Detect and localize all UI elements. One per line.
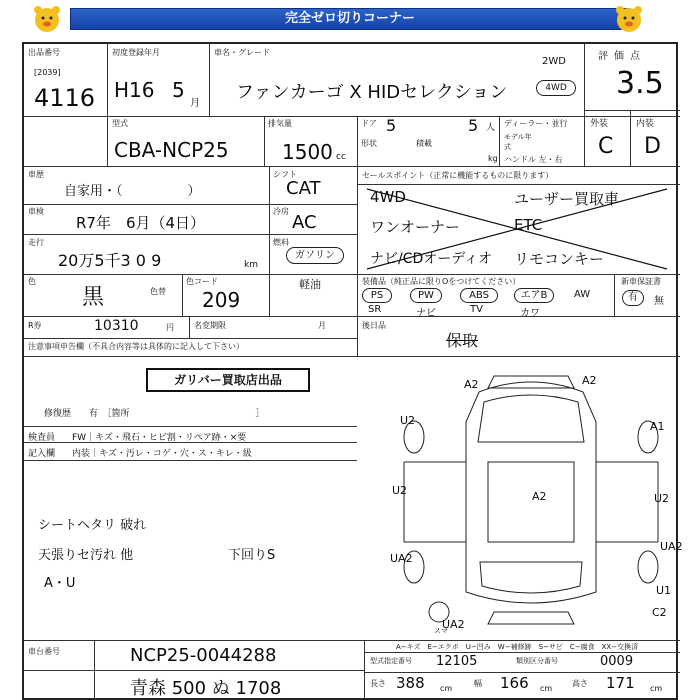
length: 388 <box>396 674 425 692</box>
fuel-label: 燃料 <box>273 238 289 247</box>
shift: CAT <box>286 178 321 199</box>
mark-ua2-left: UA2 <box>390 552 413 565</box>
reg-month-unit: 月 <box>190 98 200 109</box>
drive-4wd-circled: 4WD <box>536 80 576 96</box>
sales-point-5: ナビ/CDオーディオ <box>370 251 493 267</box>
reg-month: 5 <box>172 78 185 102</box>
notes-label: 注意事項申告欄（不具合内容等は具体的に記入して下さい） <box>28 342 244 351</box>
reg-number: 青森 500 ぬ 1708 <box>130 678 282 699</box>
mileage-label: 走行 <box>28 238 44 247</box>
interior-grade: D <box>644 134 661 159</box>
banner-title: 完全ゼロ切りコーナー <box>70 8 630 30</box>
header-banner <box>0 0 700 38</box>
lot-extra: [2039] <box>34 68 61 77</box>
equip-abs: ABS <box>460 288 498 303</box>
name-limit-label: 名変期限 <box>194 321 226 330</box>
type-number: 12105 <box>436 654 478 669</box>
mark-u2-left: U2 <box>400 414 416 427</box>
model-grade-label: 車名・グレード <box>214 48 270 57</box>
lot-number: 4116 <box>34 84 96 112</box>
check-staff-label: 検査員 <box>28 433 56 443</box>
color-code-label: 色コード <box>186 277 218 286</box>
sales-point-4: ETC <box>514 216 543 234</box>
persons: 5 <box>468 116 479 135</box>
history-label: 車歴 <box>28 170 44 179</box>
doors-label: ドア <box>361 119 377 128</box>
mark-ua2-rear: UA2 <box>442 618 465 631</box>
history-options: 自家用・（ ） <box>64 184 201 199</box>
shift-label: シフト <box>273 170 297 179</box>
equip-airbag: エアB <box>514 288 554 303</box>
reg-year: H16 <box>114 78 155 102</box>
displacement: 1500 <box>282 140 333 164</box>
shop-stamp: ガリバー買取店出品 <box>146 368 310 392</box>
width-cm: cm <box>540 684 553 693</box>
model-year-label: モデル年式 <box>504 133 532 151</box>
interior-label: 内装 <box>636 119 655 129</box>
model-code: CBA-NCP25 <box>114 138 229 162</box>
exterior-label: 外装 <box>590 119 609 129</box>
mark-a2-front-left: A2 <box>464 378 479 391</box>
inspection-label: 車検 <box>28 207 44 216</box>
sales-points-crossout <box>357 184 680 274</box>
category-number: 0009 <box>600 654 634 669</box>
drive-2wd: 2WD <box>542 56 566 67</box>
width-label: 幅 <box>474 679 482 688</box>
mark-a2-front-right: A2 <box>582 374 597 387</box>
yen-unit: 円 <box>166 323 174 332</box>
damage-legend: A−キズ E−エクボ U−凹み W−補修跡 S−サビ C−腐食 XX−交換済 <box>396 643 639 651</box>
equip-navi: ナビ <box>416 308 436 319</box>
equip-pw: PW <box>410 288 442 303</box>
mark-a2-hood: A2 <box>532 490 547 503</box>
handnote-4: A・U <box>44 576 76 591</box>
kg-unit: kg <box>488 154 498 163</box>
height: 171 <box>606 674 635 692</box>
auction-sheet <box>22 42 683 700</box>
inspection: R7年 6月（4日） <box>76 214 206 232</box>
frame-number-label: 車台番号 <box>28 647 60 656</box>
length-label: 長さ <box>370 679 386 688</box>
sales-point-2: ユーザー買取車 <box>514 190 620 208</box>
check-row-2: 内装｜キズ・汚レ・コゲ・穴・ス・キレ・級 <box>72 449 252 459</box>
exterior-grade: C <box>598 134 614 159</box>
frame-number: NCP25-0044288 <box>130 645 277 666</box>
mark-a1-right: A1 <box>650 420 665 433</box>
sales-point-6: リモコンキー <box>514 250 605 268</box>
model-name: ファンカーゴ X HIDセレクション <box>236 82 508 103</box>
km-unit: km <box>244 260 258 270</box>
type-number-label: 型式指定番号 <box>370 657 412 665</box>
repair-history-row: 修復歴 有 ［箇所 ］ <box>44 409 265 419</box>
equip-ps: PS <box>362 288 392 303</box>
color-code: 209 <box>202 288 241 312</box>
width: 166 <box>500 674 529 692</box>
later-item: 保取 <box>446 331 479 350</box>
handnote-3: 下回りS <box>228 548 276 563</box>
sales-points-label: セールスポイント（正常に機能するものに限ります） <box>362 171 554 180</box>
mark-c2-right: C2 <box>652 606 667 619</box>
car-damage-diagram <box>384 362 678 634</box>
height-label: 高さ <box>572 679 588 688</box>
fuel-gasoline-circled: ガソリン <box>286 247 344 264</box>
equip-kawa: カワ <box>520 308 540 319</box>
mark-u2-left-2: U2 <box>392 484 408 497</box>
cc-unit: cc <box>336 152 346 162</box>
sales-point-1: 4WD <box>370 188 406 206</box>
new-book-label: 新車保証書 <box>621 277 661 286</box>
check-row-1: FW｜キズ・飛石・ヒビ割・リペア跡・×要 <box>72 433 247 443</box>
handle-label: ハンドル 左・右 <box>504 155 563 164</box>
entry-label: 記入欄 <box>28 449 56 459</box>
equip-tv: TV <box>470 304 483 315</box>
length-cm: cm <box>440 684 453 693</box>
score-label: 評価点 <box>598 51 646 62</box>
dealer-label: ディーラー・並行 <box>504 119 568 128</box>
bear-mascot-icon <box>612 2 646 36</box>
mark-u2-right: U2 <box>654 492 670 505</box>
mark-u1-right: U1 <box>656 584 672 597</box>
lot-number-label: 出品番号 <box>28 48 60 57</box>
sales-point-3: ワンオーナー <box>370 218 461 236</box>
color-swap-label: 色替 <box>150 287 166 296</box>
equip-aw: AW <box>574 289 591 300</box>
later-docs-label: 後日品 <box>362 321 386 330</box>
first-registration-label: 初度登録年月 <box>112 48 160 57</box>
color: 黒 <box>82 285 105 310</box>
bear-mascot-icon <box>30 2 64 36</box>
recycle-label: R券 <box>28 321 42 330</box>
height-cm: cm <box>650 684 663 693</box>
score-value: 3.5 <box>616 66 664 101</box>
doors: 5 <box>386 116 397 135</box>
shape-label: 形状 <box>361 139 377 148</box>
suma-label: スマ <box>434 627 448 635</box>
category-number-label: 類別区分番号 <box>516 657 558 665</box>
mark-ua2-right: UA2 <box>660 540 683 553</box>
new-book-yes-circled: 有 <box>622 290 644 306</box>
handnote-2: 天張りセ汚れ 他 <box>38 548 134 563</box>
recycle-fee: 10310 <box>94 318 139 334</box>
equipment-label: 装備品（純正品に限りΟをつけてください） <box>362 277 521 286</box>
fuel-diesel: 軽油 <box>299 278 321 291</box>
displacement-label: 排気量 <box>268 119 292 128</box>
month-label: 月 <box>318 321 326 330</box>
mileage: 20万5千3 0 9 <box>58 251 162 270</box>
persons-unit: 人 <box>486 123 496 133</box>
aircon-label: 冷房 <box>273 207 289 216</box>
equip-sr: SR <box>368 304 382 315</box>
new-book-no: 無 <box>654 296 664 307</box>
color-label: 色 <box>28 277 36 286</box>
capacity-label: 積載 <box>416 139 432 148</box>
aircon: AC <box>292 212 317 233</box>
model-code-label: 型式 <box>112 119 128 128</box>
handnote-1: シートヘタリ 破れ <box>38 518 147 533</box>
